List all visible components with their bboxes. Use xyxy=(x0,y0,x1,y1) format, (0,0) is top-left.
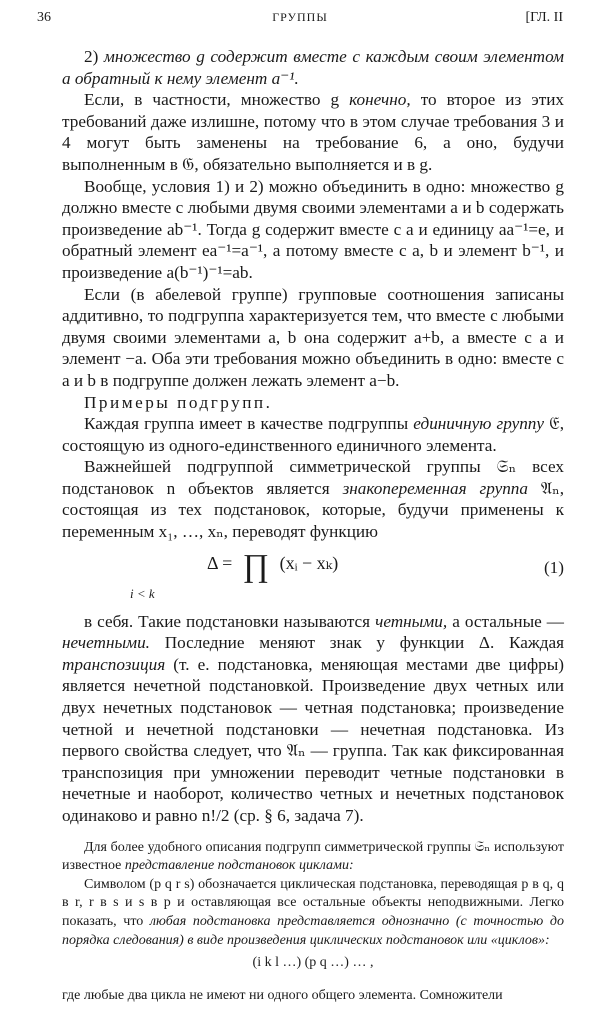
page-number: 36 xyxy=(37,10,51,25)
text-segment: Если, в частности, множество g xyxy=(84,90,350,110)
text-segment: Символом (p q r s) обозначается циклическая подстановка, переводящая p в q, q в r, r в s и s в p и оставляющая все остальные объекты неподвижными. Легко показать, что xyxy=(62,876,564,929)
text-segment: Последние меняют знак у функции Δ. Каждая xyxy=(149,633,564,653)
text-segment: Примеры подгрупп. xyxy=(84,392,273,412)
text-segment: 2) xyxy=(84,47,104,66)
paragraph xyxy=(62,89,564,175)
text-segment: Для более удобного описания подгрупп симметрической группы 𝔖ₙ используют известное xyxy=(62,839,564,874)
text-segment: конечно, xyxy=(349,90,411,110)
product-symbol: ∏ xyxy=(242,546,270,583)
text-segment: четными, xyxy=(375,611,448,631)
text-segment: (т. е. подстановка, меняющая местами две цифры) является нечетной подстановкой. Произведение двух четных или двух нечетных подстановок — четная подстановка; произведение четной и нечетной подстановки — нечетная подстановка. Из первого свойства следует, что 𝔄ₙ — группа. Так как фиксированная транспозиция при умножении переводит четные подстановки в нечетные и наоборот, количество четных и нечетных подстановок одинаково и равно n!/2 (ср. § 6, задача 7). xyxy=(62,654,564,825)
paragraph xyxy=(62,284,564,392)
paragraph xyxy=(62,413,564,456)
formula-lhs: Δ = xyxy=(207,552,233,573)
text-segment: любая подстановка представляется однозначно (с точностью до порядка следования) в виде произведения циклических подстановок или «циклов»: xyxy=(62,913,564,948)
paragraph xyxy=(62,392,564,414)
paragraph-group xyxy=(62,839,564,951)
text-segment: транспозиция xyxy=(62,654,166,674)
text-segment: в себя. Такие подстановки называются xyxy=(84,611,376,631)
formula-expression xyxy=(207,546,339,583)
text-segment: Вообще, условия 1) и 2) можно объединить в одно: множество g должно вместе с любыми двумя своими элементами a и b содержать произведение ab⁻¹. Тогда g содержит вместе с a и единицу aa⁻¹=e, и обратный элемент ea⁻¹=a⁻¹, а потому вместе с a, b и элемент b⁻¹, и произведение a(b⁻¹)⁻¹=ab. xyxy=(62,176,564,282)
text-segment: Если (в абелевой группе) групповые соотношения записаны аддитивно, то подгруппа характеризуется тем, что вместе с любыми двумя своими элементами a, b она содержит a+b, а вместе с a и элемент −a. Оба эти требования можно объединить в одно: вместе с a и b в подгруппе должен лежать элемент a−b. xyxy=(62,284,564,390)
text-segment: то второе из этих требований даже излишне, потому что в этом случае требования 3 и 4 могут быть заменены на требование 6, а оно, будучи выполненным в 𝔊, обязательно выполняется и в g. xyxy=(62,90,565,174)
paragraph xyxy=(62,611,564,827)
last-line: где любые два цикла не имеют ни одного общего элемента. Сомножители xyxy=(62,987,503,1003)
paragraph-group xyxy=(62,46,564,543)
text-segment: Каждая группа имеет в качестве подгруппы xyxy=(84,414,414,434)
equation-number: (1) xyxy=(543,557,564,577)
paragraph xyxy=(62,839,564,876)
paragraph xyxy=(62,876,564,950)
paragraph xyxy=(62,176,564,284)
running-header xyxy=(37,10,563,32)
paragraph xyxy=(62,46,564,89)
paragraph-group xyxy=(62,611,564,827)
display-formula xyxy=(62,547,564,609)
chapter-marker: [ГЛ. II xyxy=(525,10,563,25)
formula-body: (xᵢ − xₖ) xyxy=(279,552,339,573)
paragraph xyxy=(62,456,564,542)
main-text xyxy=(62,46,564,1019)
text-segment: представление подстановок циклами: xyxy=(124,858,354,874)
text-segment: 𝔈, состоящую из одного-единственного единичного элемента. xyxy=(62,414,564,455)
formula-subscript: i < k xyxy=(130,585,155,601)
cycles-formula: (i k l …) (p q …) … , xyxy=(252,955,374,971)
text-segment: множество g содержит вместе с каждым своим элементом a обратный к нему элемент a⁻¹. xyxy=(62,47,564,88)
text-segment: знакопеременная группа xyxy=(342,478,528,498)
text-segment: нечетными. xyxy=(62,633,150,653)
text-segment: Важнейшей подгруппой симметрической группы 𝔖ₙ всех подстановок n объектов является xyxy=(62,457,564,498)
text-segment: а остальные — xyxy=(447,611,564,631)
running-title: ГРУППЫ xyxy=(272,10,328,24)
text-segment: 𝔄ₙ, состоящая из тех подстановок, которые, будучи применены к переменным x₁, …, xₙ, переводят функцию xyxy=(62,478,564,542)
text-segment: единичную группу xyxy=(413,414,545,434)
small-print-section xyxy=(62,839,564,1005)
